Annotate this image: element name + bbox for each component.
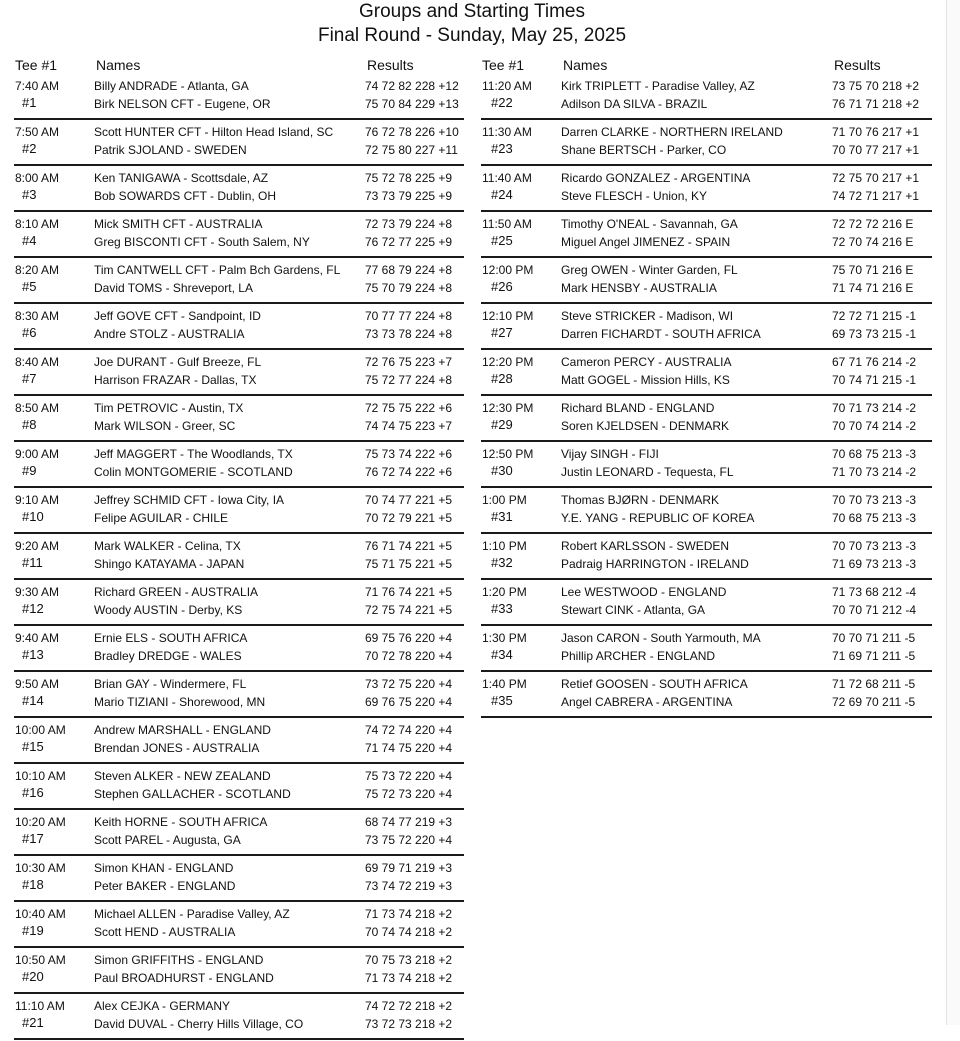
player-result: 72 69 70 211 -5 — [832, 695, 916, 709]
tee-time: 7:50 AM — [15, 125, 60, 139]
player-result: 71 69 71 211 -5 — [832, 649, 916, 663]
player-name: Mark WILSON - Greer, SC — [94, 419, 236, 433]
player-name: Bob SOWARDS CFT - Dublin, OH — [94, 189, 277, 203]
tee-time: 9:40 AM — [15, 631, 60, 645]
player-result: 75 72 78 225 +9 — [365, 171, 453, 185]
tee-time: 1:00 PM — [482, 493, 527, 507]
player-name: Scott HEND - AUSTRALIA — [94, 925, 236, 939]
player-result: 75 73 74 222 +6 — [365, 447, 453, 461]
player-name: Billy ANDRADE - Atlanta, GA — [94, 79, 249, 93]
player-result: 73 74 72 219 +3 — [365, 879, 453, 893]
player-name: Soren KJELDSEN - DENMARK — [561, 419, 730, 433]
player-name: Peter BAKER - ENGLAND — [94, 879, 236, 893]
group-number: #21 — [22, 1015, 44, 1030]
player-result: 70 70 77 217 +1 — [832, 143, 920, 157]
player-name: Steve FLESCH - Union, KY — [561, 189, 708, 203]
tee-group — [14, 351, 464, 396]
left-column — [14, 57, 464, 1041]
tee-time: 10:40 AM — [15, 907, 66, 921]
group-number: #10 — [22, 509, 44, 524]
group-number: #32 — [491, 555, 513, 570]
tee-group — [481, 535, 932, 580]
tee-time: 10:00 AM — [15, 723, 66, 737]
tee-group — [14, 673, 464, 718]
player-name: Timothy O'NEAL - Savannah, GA — [561, 217, 738, 231]
player-result: 70 70 73 213 -3 — [832, 493, 917, 507]
group-number: #26 — [491, 279, 513, 294]
tee-time: 10:50 AM — [15, 953, 66, 967]
tee-group — [14, 75, 464, 120]
group-number: #11 — [22, 555, 43, 570]
player-result: 70 72 79 221 +5 — [365, 511, 453, 525]
player-name: Miguel Angel JIMENEZ - SPAIN — [561, 235, 731, 249]
player-name: Patrik SJOLAND - SWEDEN — [94, 143, 247, 157]
tee-time: 11:10 AM — [15, 999, 65, 1013]
tee-group — [481, 305, 932, 350]
player-name: Retief GOOSEN - SOUTH AFRICA — [561, 677, 748, 691]
player-name: Ernie ELS - SOUTH AFRICA — [94, 631, 248, 645]
header-tee: Tee #1 — [15, 57, 58, 73]
tee-time: 11:40 AM — [482, 171, 532, 185]
player-result: 71 74 71 216 E — [832, 281, 914, 295]
player-name: Richard GREEN - AUSTRALIA — [94, 585, 259, 599]
player-result: 76 72 78 226 +10 — [365, 125, 459, 139]
player-result: 71 69 73 213 -3 — [832, 557, 917, 571]
player-result: 71 73 74 218 +2 — [365, 971, 453, 985]
group-number: #34 — [491, 647, 513, 662]
player-result: 67 71 76 214 -2 — [832, 355, 917, 369]
player-name: Andrew MARSHALL - ENGLAND — [94, 723, 271, 737]
tee-time: 10:30 AM — [15, 861, 66, 875]
tee-group — [14, 535, 464, 580]
tee-group — [14, 995, 464, 1040]
tee-time: 11:30 AM — [482, 125, 532, 139]
player-name: Ricardo GONZALEZ - ARGENTINA — [561, 171, 751, 185]
player-result: 71 70 73 214 -2 — [832, 465, 917, 479]
tee-time: 8:40 AM — [15, 355, 60, 369]
player-result: 71 73 74 218 +2 — [365, 907, 453, 921]
player-name: Darren FICHARDT - SOUTH AFRICA — [561, 327, 761, 341]
group-number: #30 — [491, 463, 513, 478]
player-result: 74 74 75 223 +7 — [365, 419, 453, 433]
player-result: 75 70 84 229 +13 — [365, 97, 459, 111]
tee-time: 12:00 PM — [482, 263, 534, 277]
player-result: 74 72 82 228 +12 — [365, 79, 459, 93]
player-name: Phillip ARCHER - ENGLAND — [561, 649, 716, 663]
player-name: David DUVAL - Cherry Hills Village, CO — [94, 1017, 304, 1031]
player-name: Richard BLAND - ENGLAND — [561, 401, 715, 415]
player-result: 69 73 73 215 -1 — [832, 327, 917, 341]
player-result: 70 72 78 220 +4 — [365, 649, 453, 663]
player-result: 70 74 77 221 +5 — [365, 493, 453, 507]
player-name: Paul BROADHURST - ENGLAND — [94, 971, 274, 985]
tee-time: 1:10 PM — [482, 539, 527, 553]
column-header — [481, 57, 932, 75]
tee-time: 9:30 AM — [15, 585, 60, 599]
group-number: #28 — [491, 371, 513, 386]
player-name: Robert KARLSSON - SWEDEN — [561, 539, 730, 553]
player-result: 69 75 76 220 +4 — [365, 631, 453, 645]
player-result: 70 77 77 224 +8 — [365, 309, 453, 323]
player-name: Ken TANIGAWA - Scottsdale, AZ — [94, 171, 269, 185]
tee-time: 12:20 PM — [482, 355, 534, 369]
group-number: #6 — [22, 325, 37, 340]
player-result: 74 72 72 218 +2 — [365, 999, 453, 1013]
player-name: Brian GAY - Windermere, FL — [94, 677, 247, 691]
player-name: Scott HUNTER CFT - Hilton Head Island, SC — [94, 125, 334, 139]
player-result: 75 70 79 224 +8 — [365, 281, 453, 295]
tee-group — [481, 121, 932, 166]
player-name: Colin MONTGOMERIE - SCOTLAND — [94, 465, 293, 479]
player-result: 74 72 74 220 +4 — [365, 723, 453, 737]
player-result: 75 72 77 224 +8 — [365, 373, 453, 387]
tee-time: 9:10 AM — [15, 493, 60, 507]
player-name: Keith HORNE - SOUTH AFRICA — [94, 815, 268, 829]
player-name: Stewart CINK - Atlanta, GA — [561, 603, 706, 617]
player-name: Simon KHAN - ENGLAND — [94, 861, 234, 875]
player-result: 75 70 71 216 E — [832, 263, 914, 277]
player-name: Harrison FRAZAR - Dallas, TX — [94, 373, 257, 387]
group-number: #25 — [491, 233, 513, 248]
player-result: 71 74 75 220 +4 — [365, 741, 453, 755]
group-number: #18 — [22, 877, 44, 892]
player-result: 71 76 74 221 +5 — [365, 585, 453, 599]
group-number: #2 — [22, 141, 37, 156]
tee-time: 8:50 AM — [15, 401, 60, 415]
group-number: #19 — [22, 923, 44, 938]
tee-time: 12:50 PM — [482, 447, 534, 461]
player-result: 77 68 79 224 +8 — [365, 263, 453, 277]
tee-group — [481, 75, 932, 120]
player-result: 74 72 71 217 +1 — [832, 189, 920, 203]
group-number: #5 — [22, 279, 37, 294]
player-result: 76 72 74 222 +6 — [365, 465, 453, 479]
player-name: Mark HENSBY - AUSTRALIA — [561, 281, 717, 295]
player-result: 71 72 68 211 -5 — [832, 677, 916, 691]
player-name: Shingo KATAYAMA - JAPAN — [94, 557, 245, 571]
player-name: Tim CANTWELL CFT - Palm Bch Gardens, FL — [94, 263, 341, 277]
tee-group — [14, 903, 464, 948]
group-number: #29 — [491, 417, 513, 432]
group-number: #23 — [491, 141, 513, 156]
player-name: Michael ALLEN - Paradise Valley, AZ — [94, 907, 290, 921]
player-name: Jeff MAGGERT - The Woodlands, TX — [94, 447, 293, 461]
player-result: 72 75 75 222 +6 — [365, 401, 453, 415]
player-result: 70 68 75 213 -3 — [832, 511, 917, 525]
group-number: #33 — [491, 601, 513, 616]
player-name: Cameron PERCY - AUSTRALIA — [561, 355, 732, 369]
player-result: 72 76 75 223 +7 — [365, 355, 453, 369]
group-number: #4 — [22, 233, 37, 248]
tee-group — [481, 213, 932, 258]
player-result: 70 75 73 218 +2 — [365, 953, 453, 967]
tee-time: 10:20 AM — [15, 815, 66, 829]
player-name: Kirk TRIPLETT - Paradise Valley, AZ — [561, 79, 755, 93]
tee-group — [481, 489, 932, 534]
tee-group — [481, 351, 932, 396]
tee-group — [481, 627, 932, 672]
player-result: 76 71 71 218 +2 — [832, 97, 920, 111]
player-name: Greg BISCONTI CFT - South Salem, NY — [94, 235, 310, 249]
player-result: 73 73 78 224 +8 — [365, 327, 453, 341]
player-result: 71 73 68 212 -4 — [832, 585, 917, 599]
tee-time: 8:00 AM — [15, 171, 60, 185]
player-result: 76 72 77 225 +9 — [365, 235, 453, 249]
tee-group — [14, 443, 464, 488]
player-result: 73 75 72 220 +4 — [365, 833, 453, 847]
player-name: Mario TIZIANI - Shorewood, MN — [94, 695, 266, 709]
player-result: 70 71 73 214 -2 — [832, 401, 917, 415]
group-number: #27 — [491, 325, 513, 340]
player-name: Mark WALKER - Celina, TX — [94, 539, 241, 553]
player-result: 76 71 74 221 +5 — [365, 539, 453, 553]
player-name: Greg OWEN - Winter Garden, FL — [561, 263, 738, 277]
group-number: #8 — [22, 417, 37, 432]
tee-time: 9:00 AM — [15, 447, 60, 461]
player-result: 73 75 70 218 +2 — [832, 79, 920, 93]
player-result: 73 72 75 220 +4 — [365, 677, 453, 691]
header-results: Results — [834, 57, 881, 73]
tee-time: 12:10 PM — [482, 309, 534, 323]
tee-group — [14, 305, 464, 350]
tee-group — [481, 581, 932, 626]
player-name: Adilson DA SILVA - BRAZIL — [561, 97, 708, 111]
player-result: 75 72 73 220 +4 — [365, 787, 453, 801]
player-name: Matt GOGEL - Mission Hills, KS — [561, 373, 730, 387]
header-names: Names — [96, 57, 141, 73]
player-result: 70 70 73 213 -3 — [832, 539, 917, 553]
group-number: #31 — [491, 509, 513, 524]
group-number: #13 — [22, 647, 44, 662]
player-name: Padraig HARRINGTON - IRELAND — [561, 557, 749, 571]
group-number: #35 — [491, 693, 513, 708]
player-name: Shane BERTSCH - Parker, CO — [561, 143, 727, 157]
tee-time: 1:20 PM — [482, 585, 527, 599]
tee-group — [14, 397, 464, 442]
player-result: 72 75 80 227 +11 — [365, 143, 458, 157]
tee-group — [14, 213, 464, 258]
tee-time: 8:20 AM — [15, 263, 60, 277]
tee-time: 1:30 PM — [482, 631, 527, 645]
player-name: Stephen GALLACHER - SCOTLAND — [94, 787, 291, 801]
tee-group — [481, 443, 932, 488]
tee-group — [481, 673, 932, 718]
player-name: Simon GRIFFITHS - ENGLAND — [94, 953, 264, 967]
player-result: 73 73 79 225 +9 — [365, 189, 453, 203]
page-subtitle: Final Round - Sunday, May 25, 2025 — [317, 25, 627, 46]
tee-time: 1:40 PM — [482, 677, 527, 691]
player-result: 70 70 71 212 -4 — [832, 603, 917, 617]
player-name: Jeff GOVE CFT - Sandpoint, ID — [94, 309, 261, 323]
group-number: #24 — [491, 187, 513, 202]
player-result: 73 72 73 218 +2 — [365, 1017, 453, 1031]
player-name: Tim PETROVIC - Austin, TX — [94, 401, 244, 415]
player-name: Jeffrey SCHMID CFT - Iowa City, IA — [94, 493, 285, 507]
tee-group — [14, 857, 464, 902]
group-number: #1 — [22, 95, 37, 110]
tee-time: 9:20 AM — [15, 539, 60, 553]
tee-time: 8:10 AM — [15, 217, 60, 231]
tee-group — [14, 121, 464, 166]
player-result: 75 71 75 221 +5 — [365, 557, 453, 571]
player-name: Y.E. YANG - REPUBLIC OF KOREA — [561, 511, 755, 525]
tee-group — [14, 765, 464, 810]
group-number: #16 — [22, 785, 44, 800]
column-header — [14, 57, 464, 75]
tee-time: 10:10 AM — [15, 769, 66, 783]
player-name: David TOMS - Shreveport, LA — [94, 281, 253, 295]
player-name: Bradley DREDGE - WALES — [94, 649, 242, 663]
header-names: Names — [563, 57, 608, 73]
tee-time: 12:30 PM — [482, 401, 534, 415]
group-number: #20 — [22, 969, 44, 984]
group-number: #12 — [22, 601, 44, 616]
player-result: 72 73 79 224 +8 — [365, 217, 453, 231]
player-name: Scott PAREL - Augusta, GA — [94, 833, 241, 847]
player-name: Brendan JONES - AUSTRALIA — [94, 741, 260, 755]
player-result: 75 73 72 220 +4 — [365, 769, 453, 783]
player-result: 69 76 75 220 +4 — [365, 695, 453, 709]
tee-group — [14, 167, 464, 212]
player-result: 72 72 71 215 -1 — [832, 309, 917, 323]
tee-group — [14, 719, 464, 764]
tee-group — [481, 397, 932, 442]
tee-time: 7:40 AM — [15, 79, 60, 93]
group-number: #3 — [22, 187, 37, 202]
tee-time: 11:20 AM — [482, 79, 532, 93]
player-name: Jason CARON - South Yarmouth, MA — [561, 631, 761, 645]
tee-group — [14, 259, 464, 304]
group-number: #14 — [22, 693, 44, 708]
tee-group — [481, 167, 932, 212]
player-name: Mick SMITH CFT - AUSTRALIA — [94, 217, 263, 231]
player-result: 70 70 74 214 -2 — [832, 419, 917, 433]
player-name: Justin LEONARD - Tequesta, FL — [561, 465, 734, 479]
player-name: Thomas BJØRN - DENMARK — [561, 493, 720, 507]
player-result: 69 79 71 219 +3 — [365, 861, 453, 875]
player-result: 70 74 74 218 +2 — [365, 925, 453, 939]
group-number: #17 — [22, 831, 44, 846]
tee-group — [14, 489, 464, 534]
player-result: 70 70 71 211 -5 — [832, 631, 916, 645]
player-result: 72 70 74 216 E — [832, 235, 914, 249]
group-number: #15 — [22, 739, 44, 754]
group-number: #9 — [22, 463, 37, 478]
player-result: 70 74 71 215 -1 — [832, 373, 917, 387]
right-column — [481, 57, 932, 719]
tee-time: 11:50 AM — [482, 217, 532, 231]
header-results: Results — [367, 57, 414, 73]
player-name: Vijay SINGH - FIJI — [561, 447, 659, 461]
tee-group — [481, 259, 932, 304]
scrollbar[interactable] — [946, 0, 960, 1025]
player-name: Steven ALKER - NEW ZEALAND — [94, 769, 271, 783]
player-name: Woody AUSTIN - Derby, KS — [94, 603, 243, 617]
tee-group — [14, 581, 464, 626]
tee-time: 9:50 AM — [15, 677, 60, 691]
player-name: Felipe AGUILAR - CHILE — [94, 511, 229, 525]
header-tee: Tee #1 — [482, 57, 525, 73]
player-name: Andre STOLZ - AUSTRALIA — [94, 327, 245, 341]
player-name: Angel CABRERA - ARGENTINA — [561, 695, 733, 709]
player-result: 71 70 76 217 +1 — [832, 125, 920, 139]
tee-group — [14, 949, 464, 994]
player-name: Joe DURANT - Gulf Breeze, FL — [94, 355, 262, 369]
tee-time: 8:30 AM — [15, 309, 60, 323]
player-result: 68 74 77 219 +3 — [365, 815, 453, 829]
player-name: Darren CLARKE - NORTHERN IRELAND — [561, 125, 783, 139]
tee-group — [14, 627, 464, 672]
group-number: #22 — [491, 95, 513, 110]
page-title: Groups and Starting Times — [359, 1, 585, 22]
player-name: Alex CEJKA - GERMANY — [94, 999, 231, 1013]
player-result: 72 72 72 216 E — [832, 217, 914, 231]
group-number: #7 — [22, 371, 37, 386]
player-name: Lee WESTWOOD - ENGLAND — [561, 585, 727, 599]
player-result: 72 75 70 217 +1 — [832, 171, 920, 185]
tee-group — [14, 811, 464, 856]
player-name: Birk NELSON CFT - Eugene, OR — [94, 97, 271, 111]
player-name: Steve STRICKER - Madison, WI — [561, 309, 734, 323]
player-result: 72 75 74 221 +5 — [365, 603, 453, 617]
player-result: 70 68 75 213 -3 — [832, 447, 917, 461]
